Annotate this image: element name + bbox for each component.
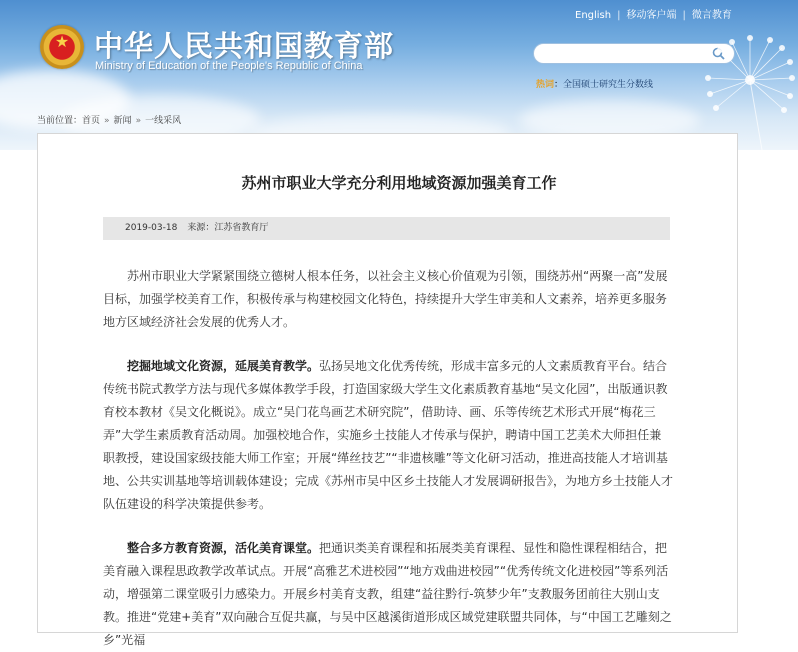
article-paragraph [103, 537, 673, 652]
dandelion-decoration [690, 20, 798, 150]
site-header [0, 0, 798, 150]
article-meta [103, 217, 670, 240]
article-date: 2019-03-18 [125, 223, 178, 233]
paragraph-lead: 整合多方教育资源，活化美育课堂。 [127, 541, 320, 555]
breadcrumb-news[interactable]: 新闻 [113, 116, 132, 126]
link-divider: | [617, 10, 621, 21]
weiyan-link[interactable]: 微言教育 [691, 10, 732, 21]
english-link[interactable]: English [575, 10, 612, 21]
site-title-en: Ministry of Education of the People's Republic of China [95, 60, 363, 72]
hot-link[interactable]: 全国硕士研究生分数线 [563, 80, 654, 90]
hot-words [536, 77, 653, 90]
top-links [575, 6, 732, 21]
hot-label: 热词 [536, 80, 555, 90]
national-emblem-icon[interactable] [40, 25, 84, 69]
paragraph-text: 把通识类美育课程和拓展类美育课程、显性和隐性课程相结合，把美育融入课程思政教学改革试点。开展“高雅艺术进校园”“地方戏曲进校园”“优秀传统文化进校园”等系列活动，增强第二课堂吸引力感染力。开展乡村美育支教，组建“益往黔行-筑梦少年”支教服务团前往大别山支教。推进“党建+美育”双向融合互促共赢，与吴中区越溪街道形成区域党建联盟共同体，与“中国工艺雕刻之乡”光福 [103, 541, 672, 647]
search-input[interactable] [542, 46, 707, 61]
link-divider: | [682, 10, 686, 21]
breadcrumb-separator: » [135, 116, 142, 126]
article-paragraph [103, 355, 673, 516]
paragraph-lead: 挖掘地域文化资源，延展美育教学。 [127, 359, 320, 373]
paragraph-text: 苏州市职业大学紧紧围绕立德树人根本任务，以社会主义核心价值观为引领，围绕苏州“两聚一高”发展目标，加强学校美育工作，积极传承与构建校园文化特色，持续提升大学生审美和人文素养，培养更多服务地方区域经济社会发展的优秀人才。 [103, 269, 668, 329]
article-title: 苏州市职业大学充分利用地域资源加强美育工作 [241, 174, 557, 192]
mobile-client-link[interactable]: 移动客户端 [626, 10, 677, 21]
breadcrumb-prefix: 当前位置： [37, 116, 83, 126]
paragraph-text: 弘扬吴地文化优秀传统，形成丰富多元的人文素质教育平台。结合传统书院式教学方法与现代多媒体教学手段，打造国家级大学生文化素质教育基地“吴文化园”，出版通识教育校本教材《吴文化概说》。成立“吴门花鸟画艺术研究院”，借助诗、画、乐等传统艺术形式开展“梅花三弄”大学生素质教育活动周。加强校地合作，实施乡土技能人才传承与保护，聘请中国工艺美术大师担任兼职教授，建设国家级技能大师工作室；开展“缂丝技艺”“非遗核雕”等文化研习活动，推进高技能人才培训基地、公共实训基地等培训载体建设；完成《苏州市吴中区乡土技能人才发展调研报告》，为地方乡土技能人才队伍建设的科学决策提供参考。 [103, 359, 674, 511]
article-source: 来源：江苏省教育厅 [187, 223, 269, 233]
breadcrumb-home[interactable]: 首页 [82, 116, 101, 126]
breadcrumb-frontline[interactable]: 一线采风 [145, 116, 182, 126]
breadcrumb-separator: » [104, 116, 110, 126]
site-title[interactable]: 中华人民共和国教育部 [94, 29, 395, 63]
breadcrumb [37, 113, 181, 126]
article-paragraph [103, 265, 673, 334]
hot-colon: ： [554, 80, 564, 90]
